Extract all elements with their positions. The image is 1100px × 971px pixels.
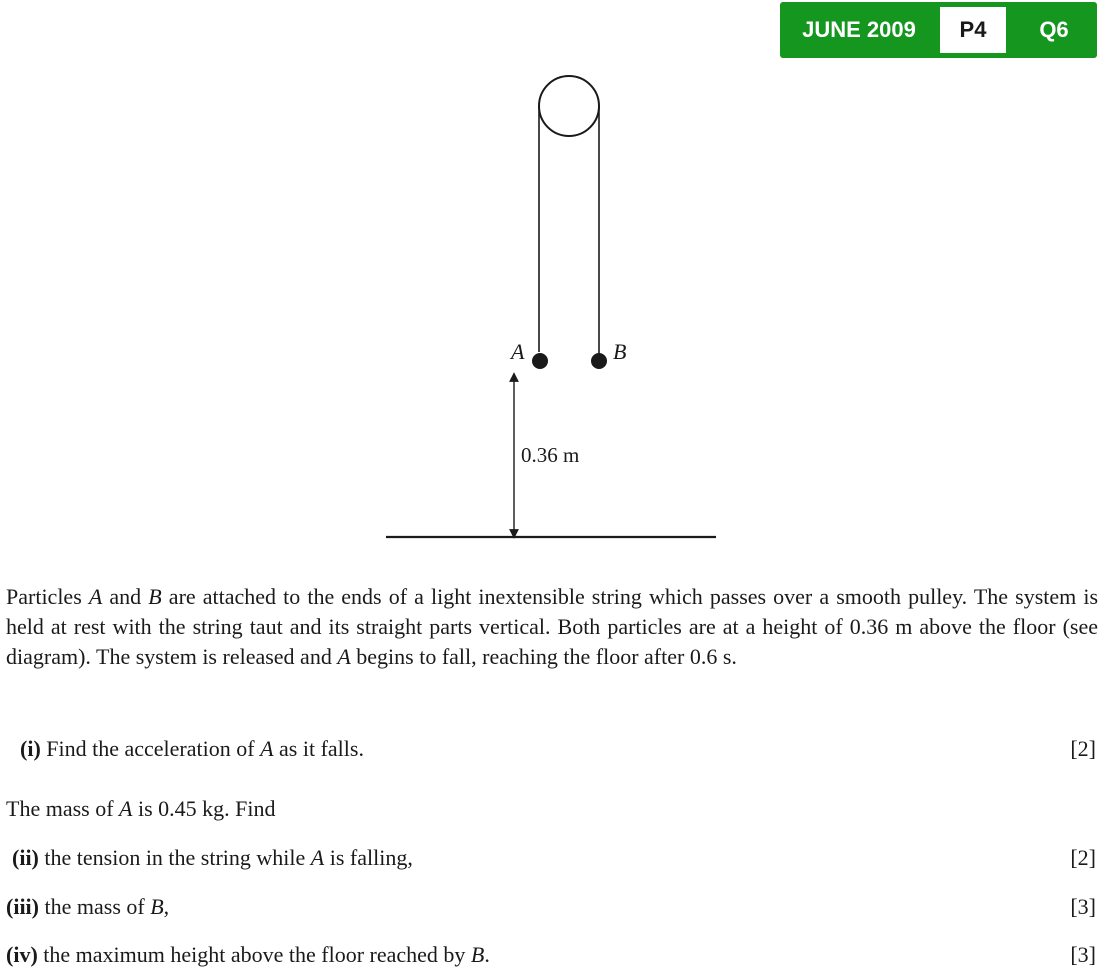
stem-text: are attached to the ends of a light inextensible string which passes over a smooth pulley. The system is held at rest with the string taut and its straight parts vertical. Both particles are at a height of 0.36 m above the floor (see diagram). The system is released and <box>6 584 1099 669</box>
part-iii <box>6 892 1098 922</box>
part-text: is 0.45 kg. Find <box>132 796 276 821</box>
part-text: as it falls. <box>273 736 364 761</box>
part-number: (iii) <box>6 894 39 919</box>
question-number: Q6 <box>1039 17 1069 42</box>
paper-number: P4 <box>940 7 1006 53</box>
part-var: A <box>260 736 274 761</box>
part-number: (ii) <box>12 845 39 870</box>
stem-paragraph <box>6 582 1098 672</box>
exam-session: JUNE 2009 <box>802 17 916 42</box>
stem-var-a: A <box>88 584 103 609</box>
part-number: (iv) <box>6 942 38 967</box>
part-var: B <box>150 894 164 919</box>
part-var: A <box>119 796 133 821</box>
part-text: is falling, <box>324 845 413 870</box>
part-text: The mass of <box>6 796 120 821</box>
part-text: , <box>163 894 170 919</box>
stem-text: begins to fall, reaching the floor after 0.6 s. <box>350 644 737 669</box>
part-number: (i) <box>20 736 41 761</box>
stem-text: and <box>102 584 149 609</box>
mass-statement <box>6 794 276 824</box>
part-iv <box>6 940 1098 970</box>
height-label: 0.36 m <box>521 443 580 467</box>
marks: [3] <box>1070 894 1096 919</box>
part-text: the mass of <box>39 894 151 919</box>
part-ii <box>12 843 1098 873</box>
part-text: the tension in the string while <box>38 845 311 870</box>
particle-b <box>591 353 607 369</box>
part-text: the maximum height above the floor reached by <box>37 942 471 967</box>
stem-var-b: B <box>148 584 162 609</box>
part-text: Find the acceleration of <box>40 736 261 761</box>
question-stem <box>6 582 1098 672</box>
part-var: B <box>470 942 485 967</box>
stem-text: Particles <box>6 584 89 609</box>
part-i <box>20 734 1098 764</box>
particle-a <box>532 353 548 369</box>
label-b: B <box>613 339 627 364</box>
pulley <box>539 76 599 136</box>
marks: [3] <box>1070 942 1096 967</box>
part-var: A <box>310 845 325 870</box>
part-text: . <box>484 942 490 967</box>
label-a: A <box>511 339 525 364</box>
marks: [2] <box>1070 736 1096 761</box>
marks: [2] <box>1070 845 1096 870</box>
stem-var-a: A <box>337 644 351 669</box>
